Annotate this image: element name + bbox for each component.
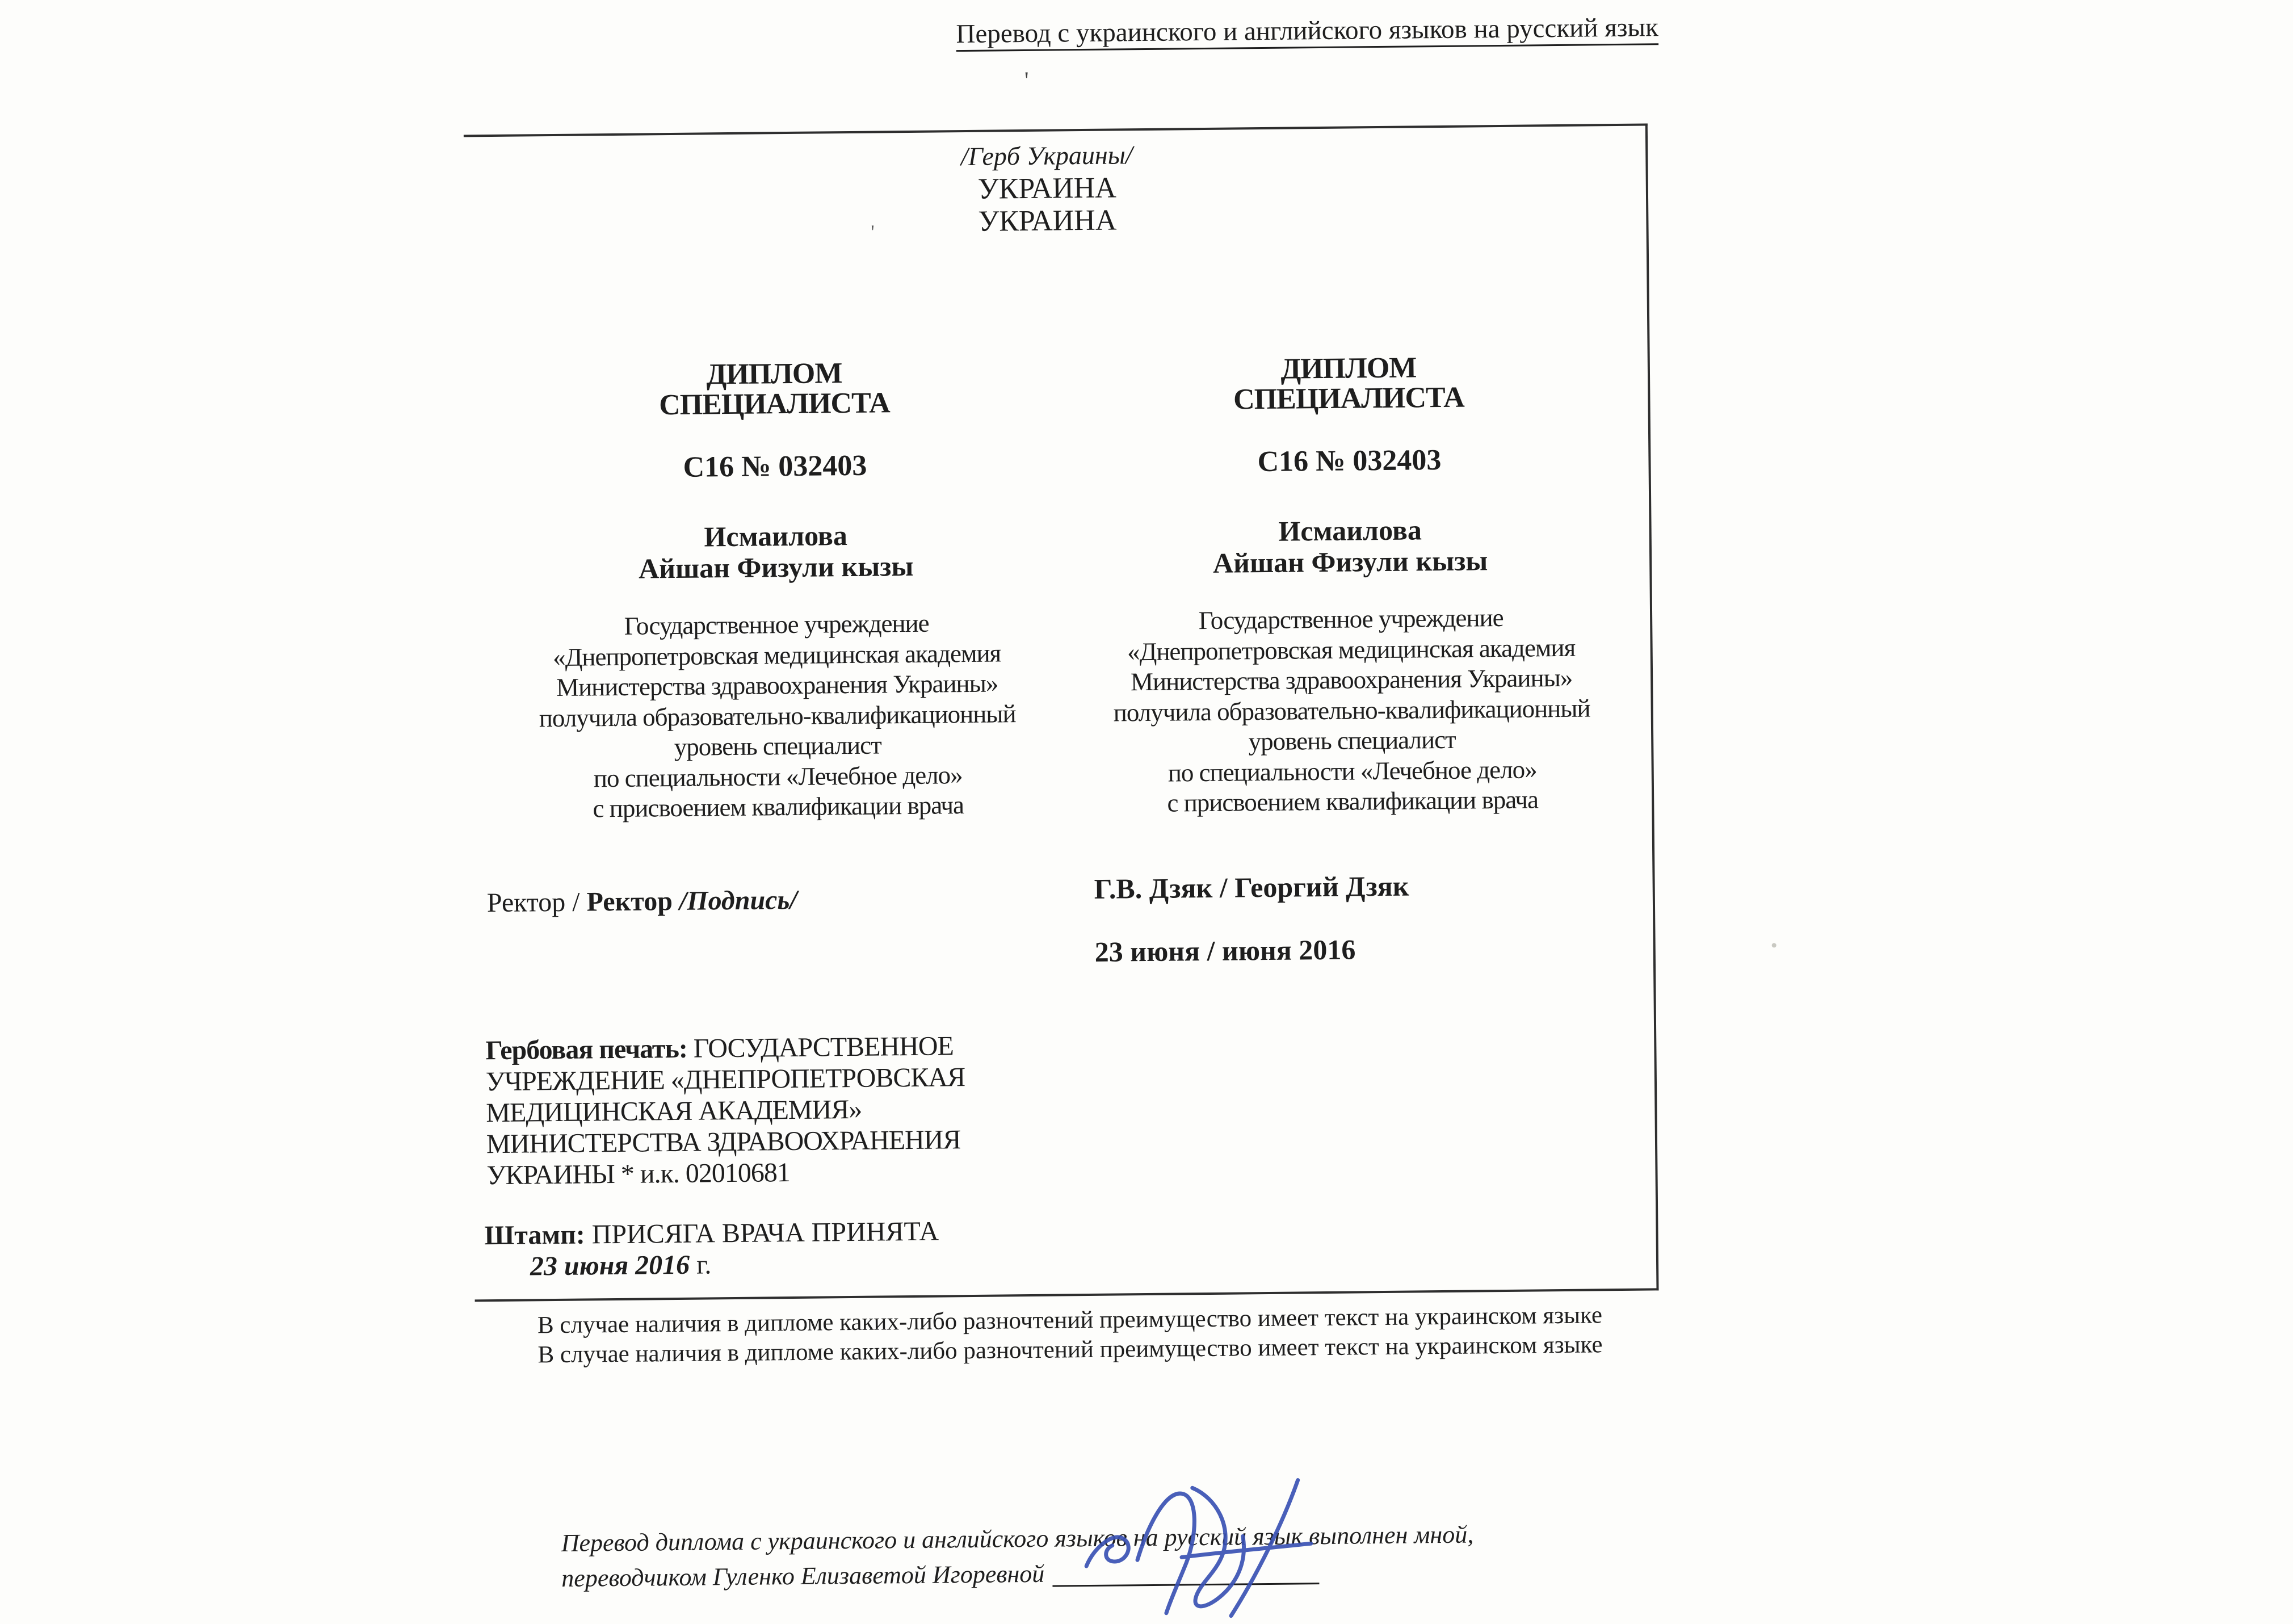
diploma-title bbox=[524, 356, 1024, 421]
seal-line: УКРАИНЫ * и.к. 02010681 bbox=[486, 1157, 791, 1191]
holder-name-block bbox=[1100, 513, 1600, 580]
country-name: УКРАИНА bbox=[978, 204, 1117, 238]
diploma-body-line: «Днепропетровская медицинская академия bbox=[552, 638, 1001, 672]
diploma-title-line2: СПЕЦИАЛИСТА bbox=[1233, 381, 1464, 416]
signature-note: /Подпись/ bbox=[672, 884, 797, 917]
diploma-body-line: по специальности «Лечебное дело» bbox=[593, 760, 963, 792]
diploma-title-line2: СПЕЦИАЛИСТА bbox=[658, 387, 890, 422]
holder-surname: Исмаилова bbox=[704, 519, 848, 553]
seal-description bbox=[485, 1030, 966, 1191]
rector-signature-line bbox=[487, 884, 797, 918]
signer-name: Г.В. Дзяк / Георгий Дзяк bbox=[1094, 870, 1409, 905]
seal-line: УЧРЕЖДЕНИЕ «ДНЕПРОПЕТРОВСКАЯ bbox=[485, 1062, 965, 1097]
rector-label-translated: Ректор bbox=[586, 886, 673, 917]
diploma-body-line: уровень специалист bbox=[1248, 725, 1456, 756]
emblem-note: /Герб Украины/ bbox=[960, 140, 1133, 171]
translator-statement-line1: Перевод диплома с украинского и английского языков на русский язык выполнен мной, bbox=[561, 1520, 1474, 1557]
stamp-text: ПРИСЯГА ВРАЧА ПРИНЯТА bbox=[585, 1216, 939, 1250]
diploma-title bbox=[1099, 351, 1599, 416]
diploma-series-number: С16 № 032403 bbox=[1257, 443, 1442, 479]
diploma-body-line: Министерства здравоохранения Украины» bbox=[556, 669, 998, 702]
diploma-title-line1: ДИПЛОМ bbox=[1280, 351, 1417, 385]
diploma-body-line: получила образовательно-квалификационный bbox=[1113, 693, 1590, 727]
handwritten-signature bbox=[1070, 1472, 1343, 1623]
discrepancy-note: В случае наличия в дипломе каких-либо разночтений преимущество имеет текст на украинском языке bbox=[537, 1331, 1603, 1369]
diploma-body-line: Государственное учреждение bbox=[624, 609, 929, 640]
translator-name-text: переводчиком Гуленко Елизаветой Игоревной bbox=[561, 1559, 1045, 1592]
rector-label: Ректор / bbox=[486, 887, 587, 918]
signing-date: 23 июня / июня 2016 bbox=[1094, 933, 1356, 968]
holder-given-name: Айшан Физули кызы bbox=[638, 549, 914, 585]
stamp-date-suffix: г. bbox=[689, 1249, 712, 1280]
scan-dot-artifact bbox=[1772, 943, 1777, 947]
translation-direction-header bbox=[737, 10, 1878, 52]
header-text: Перевод с украинского и английского языков на русский язык bbox=[956, 12, 1659, 49]
diploma-body bbox=[527, 607, 1028, 825]
country-name: УКРАИНА bbox=[977, 171, 1117, 205]
diploma-body-line: с присвоением квалификации врача bbox=[593, 791, 964, 823]
ink-speck: ' bbox=[871, 221, 875, 243]
stamp-date: 23 июня 2016 bbox=[530, 1249, 690, 1282]
seal-line bbox=[485, 1030, 965, 1066]
diploma-column-right bbox=[1099, 351, 1603, 819]
stamp-line bbox=[484, 1216, 939, 1252]
diploma-body-line: уровень специалист bbox=[674, 731, 881, 761]
diploma-body-line: с присвоением квалификации врача bbox=[1167, 785, 1539, 817]
holder-given-name: Айшан Физули кызы bbox=[1212, 544, 1488, 579]
diploma-title-line1: ДИПЛОМ bbox=[706, 357, 842, 391]
diploma-body-line: «Днепропетровская медицинская академия bbox=[1127, 633, 1576, 666]
diploma-body-line: Министерства здравоохранения Украины» bbox=[1130, 663, 1573, 696]
diploma-body-line: получила образовательно-квалификационный bbox=[539, 699, 1016, 732]
diploma-body bbox=[1101, 602, 1603, 819]
holder-name-block bbox=[526, 518, 1026, 585]
seal-line: МИНИСТЕРСТВА ЗДРАВООХРАНЕНИЯ bbox=[486, 1124, 961, 1160]
diploma-frame bbox=[464, 123, 1659, 1302]
diploma-body-line: по специальности «Лечебное дело» bbox=[1168, 754, 1537, 787]
seal-label: Гербовая печать: bbox=[485, 1033, 688, 1066]
stamp-description bbox=[484, 1216, 939, 1283]
diploma-column-left bbox=[524, 356, 1028, 825]
seal-text: ГОСУДАРСТВЕННОЕ bbox=[687, 1031, 954, 1064]
ink-speck: ' bbox=[1024, 67, 1029, 94]
emblem-block bbox=[456, 134, 1639, 243]
seal-line: МЕДИЦИНСКАЯ АКАДЕМИЯ» bbox=[486, 1094, 862, 1128]
discrepancy-note: В случае наличия в дипломе каких-либо разночтений преимущество имеет текст на украинском языке bbox=[537, 1302, 1603, 1339]
stamp-date-line bbox=[485, 1247, 939, 1283]
holder-surname: Исмаилова bbox=[1278, 514, 1422, 547]
diploma-body-line: Государственное учреждение bbox=[1198, 603, 1504, 635]
stamp-label: Штамп: bbox=[484, 1219, 585, 1251]
diploma-series-number: С16 № 032403 bbox=[683, 449, 867, 484]
